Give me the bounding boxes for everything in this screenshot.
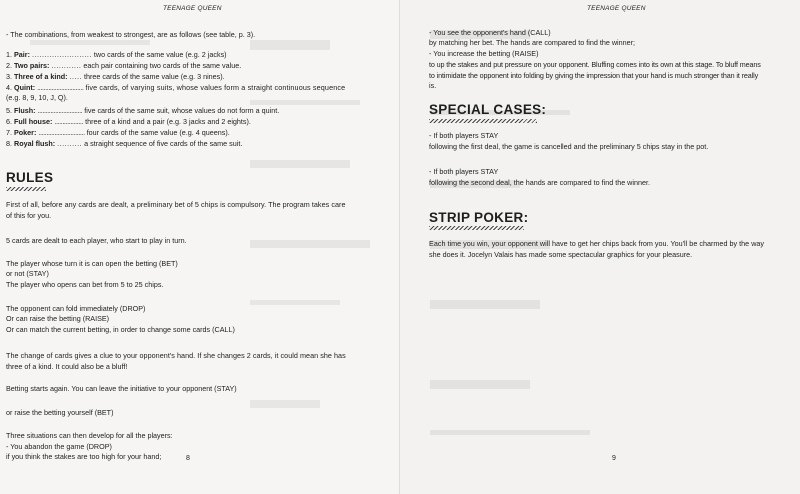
hand-row: [6, 83, 345, 92]
rules-text: The opponent can fold immediately (DROP): [6, 304, 146, 313]
combinations-intro: - The combinations, from weakest to strongest, are as follows (see table, p. 3).: [6, 30, 256, 39]
page-number: 8: [186, 455, 190, 462]
rules-text: or raise the betting yourself (BET): [6, 408, 114, 417]
body-text: - If both players STAY: [429, 131, 499, 140]
heading-underline: [429, 119, 537, 123]
leader-dots: .............................: [37, 83, 84, 92]
hand-name: Full house:: [14, 117, 53, 126]
body-text: is.: [429, 81, 437, 90]
rules-text: First of all, before any cards are dealt, a preliminary bet of 5 chips is compulsory. The program takes care: [6, 200, 346, 209]
rules-text: three of a kind. It could also be a bluff!: [6, 362, 128, 371]
rules-text: or not (STAY): [6, 269, 49, 278]
rules-text: Or can match the current betting, in order to change some cards (CALL): [6, 325, 235, 334]
page-header: TEENAGE QUEEN: [587, 5, 646, 12]
page-number: 9: [612, 455, 616, 462]
hand-name: Flush:: [14, 106, 36, 115]
hand-description: three of a kind and a pair (e.g. 3 jacks and 2 eights).: [85, 117, 251, 126]
hand-description: each pair containing two cards of the same value.: [83, 61, 242, 70]
hand-description: three cards of the same value (e.g. 3 nines).: [84, 72, 225, 81]
hand-description: five cards, of varying suits, whose values form a straight continuous sequence: [85, 83, 346, 92]
leader-dots: ............................: [37, 106, 83, 115]
hand-name: Quint:: [14, 83, 36, 92]
rules-text: The player whose turn it is can open the betting (BET): [6, 259, 178, 268]
hand-name: Poker:: [14, 128, 37, 137]
heading-underline: [6, 187, 46, 191]
hand-row: [6, 61, 241, 70]
hand-number: 3.: [6, 72, 12, 81]
hand-row: [6, 72, 225, 81]
leader-dots: ........................: [31, 50, 92, 59]
hand-number: 5.: [6, 106, 12, 115]
strip-poker-heading: STRIP POKER:: [429, 210, 529, 225]
rules-text: 5 cards are dealt to each player, who start to play in turn.: [6, 236, 187, 245]
page-header: TEENAGE QUEEN: [163, 5, 222, 12]
hand-number: 6.: [6, 117, 12, 126]
body-text: - You increase the betting (RAISE): [429, 49, 539, 58]
hand-row: [6, 50, 227, 59]
rules-text: - You abandon the game (DROP): [6, 442, 112, 451]
right-page: [400, 0, 800, 494]
hand-number: 4.: [6, 83, 12, 92]
body-text: to intimidate the opponent into folding by giving the impression that your hand is much stronger than it really: [429, 71, 759, 80]
hand-number: 8.: [6, 139, 12, 148]
hand-description: five cards of the same suit, whose values do not form a quint.: [84, 106, 280, 115]
quint-example: (e.g. 8, 9, 10, J, Q).: [6, 93, 68, 102]
hand-name: Royal flush:: [14, 139, 56, 148]
leader-dots: .....: [69, 72, 83, 81]
hand-name: Two pairs:: [14, 61, 50, 70]
hand-name: Pair:: [14, 50, 30, 59]
leader-dots: ............: [51, 61, 82, 70]
hand-name: Three of a kind:: [14, 72, 68, 81]
hand-description: four cards of the same value (e.g. 4 queens).: [86, 128, 230, 137]
body-text: - If both players STAY: [429, 167, 499, 176]
leader-dots: ..........: [57, 139, 83, 148]
rules-heading: RULES: [6, 170, 54, 185]
body-text: following the second deal, the hands are compared to find the winner.: [429, 178, 650, 187]
rules-text: Or can raise the betting (RAISE): [6, 314, 110, 323]
body-text: following the first deal, the game is cancelled and the preliminary 5 chips stay in the pot.: [429, 142, 709, 151]
hand-number: 2.: [6, 61, 12, 70]
hand-row: [6, 106, 279, 115]
rules-text: The change of cards gives a clue to your opponent's hand. If she changes 2 cards, it could mean she has: [6, 351, 346, 360]
body-text: - You see the opponent's hand (CALL): [429, 28, 551, 37]
hand-number: 7.: [6, 128, 12, 137]
hand-description: two cards of the same value (e.g. 2 jacks): [93, 50, 227, 59]
body-text: to up the stakes and put pressure on your opponent. Bluffing comes into its own at this stage. To bluff means: [429, 60, 761, 69]
leader-dots: ..................: [54, 117, 84, 126]
leader-dots: .............................: [38, 128, 85, 137]
heading-underline: [429, 226, 524, 230]
rules-text: Betting starts again. You can leave the initiative to your opponent (STAY): [6, 384, 237, 393]
rules-text: The player who opens can bet from 5 to 25 chips.: [6, 280, 164, 289]
rules-text: Three situations can then develop for all the players:: [6, 431, 173, 440]
hand-row: [6, 139, 242, 148]
body-text: by matching her bet. The hands are compared to find the winner;: [429, 38, 636, 47]
body-text: she does it. Jocelyn Valais has made some spectacular graphics for your pleasure.: [429, 250, 693, 259]
rules-text: of this for you.: [6, 211, 52, 220]
special-cases-heading: SPECIAL CASES:: [429, 102, 547, 117]
hand-row: [6, 128, 230, 137]
body-text: Each time you win, your opponent will have to get her chips back from you. You'll be charmed by the way: [429, 239, 765, 248]
hand-row: [6, 117, 251, 126]
rules-text: if you think the stakes are too high for your hand;: [6, 452, 162, 461]
hand-description: a straight sequence of five cards of the same suit.: [84, 139, 243, 148]
hand-number: 1.: [6, 50, 12, 59]
